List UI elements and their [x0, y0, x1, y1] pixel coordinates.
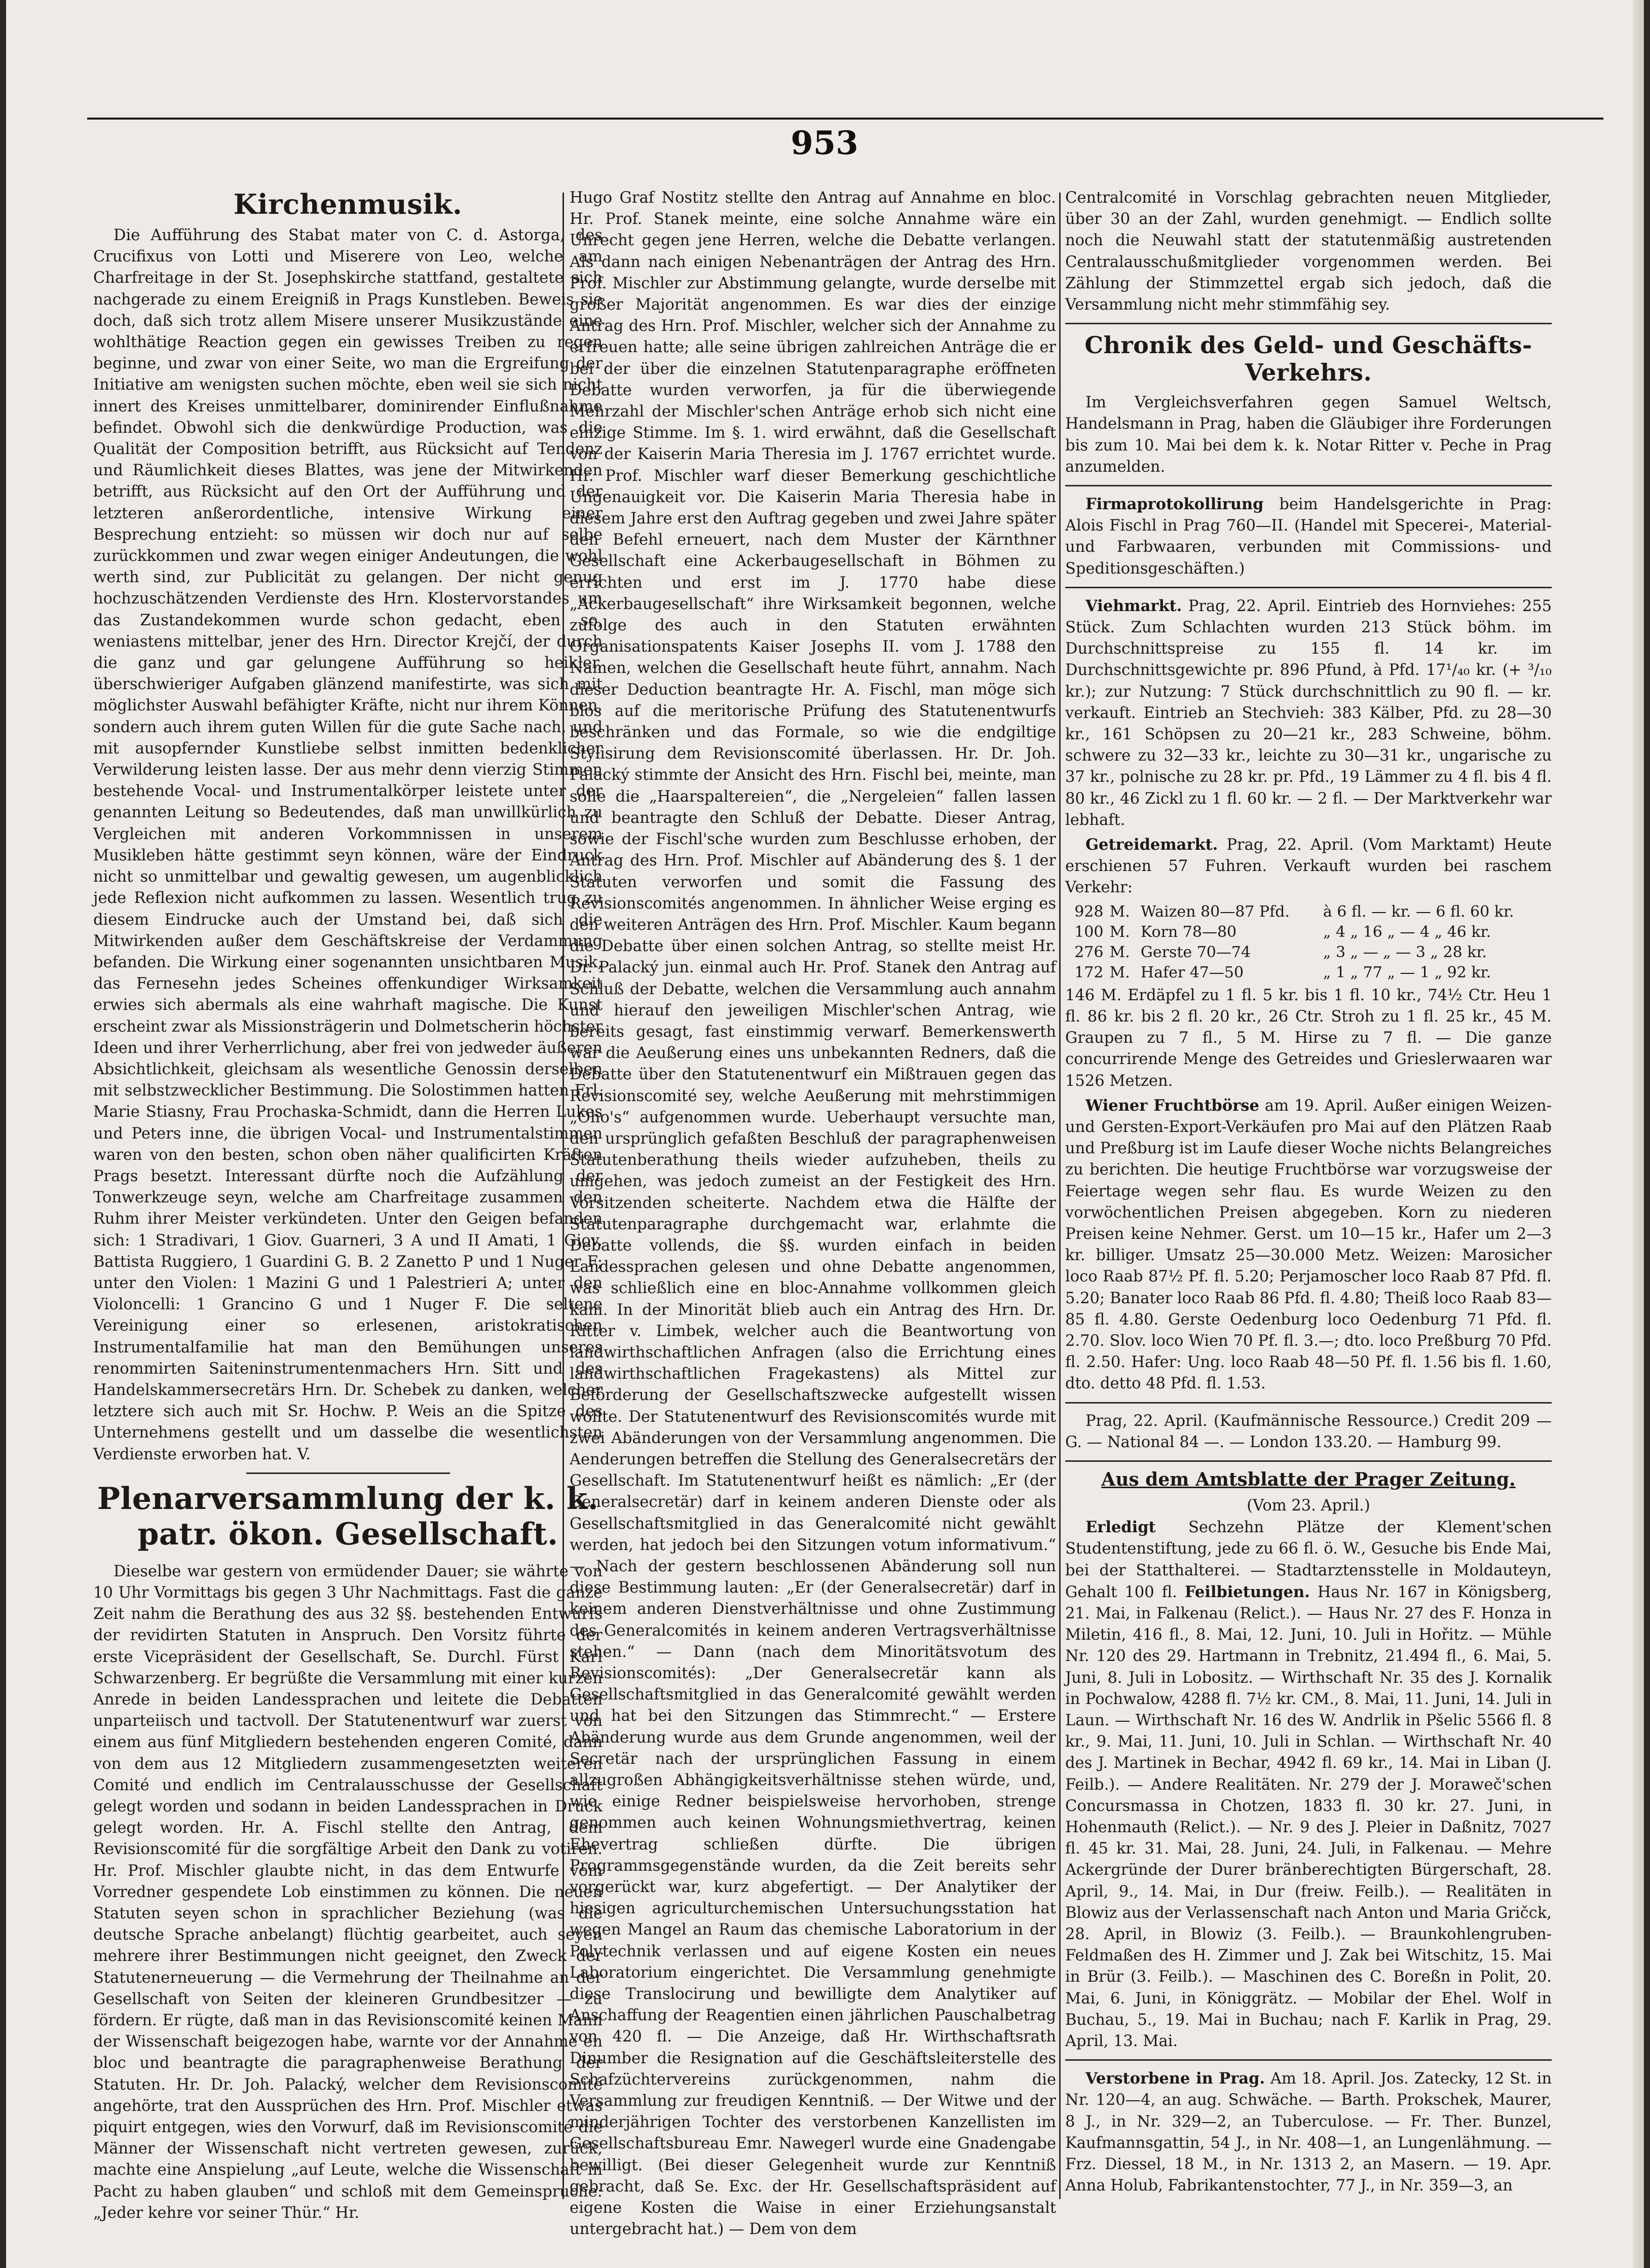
section-divider — [1065, 485, 1552, 486]
column-left — [93, 187, 603, 2222]
notice-text: Haus Nr. 167 in Königsberg, 21. Mai, in Falkenau (Relict.). — Haus Nr. 27 des F. Honza in Miletin, 416 fl., 8. Mai, 12. Juni, 10. Juli in Hořitz. — Mühle Nr. 120 des 29. Hartmann in Trebnitz, 21.494 fl., 6. Mai, 5. Juni, 8. Juli in Lobositz. — Wirthschaft Nr. 35 des J. Kornalik in Pochwalow, 4288 fl. 7½ kr. CM., 8. Mai, 11. Juni, 14. Juli in Laun. — Wirthschaft Nr. 16 des W. Andrlik in Pšelic 5566 fl. 8 kr., 9. Mai, 11. Juni, 10. Juli in Schlan. — Wirthschaft Nr. 40 des J. Martinek in Bechar, 4942 fl. 69 kr., 14. Mai in Liban (J. Feilb.). — Andere Realitäten. Nr. 279 der J. Moraweč'schen Concursmassa in Chotzen, 1833 fl. 30 kr. 27. Juni, in Hohenmauth (Relict.). — Nr. 9 des J. Pleier in Daßnitz, 7027 fl. 45 kr. 31. Mai, 28. Juni, 24. Juli, in Falkenau. — Mehre Ackergründe der Durer bränberechtigten Bürgerschaft, 28. April, 9., 14. Mai, in Dur (freiw. Feilb.). — Realitäten in Blowiz aus der Verlassenschaft nach Anton und Maria Gričck, 28. April, in Blowiz (3. Feilb.). — Braunkohlengruben-Feldmaßen des H. Zimmer und J. Zak bei Witschitz, 15. Mai in Brür (3. Feilb.). — Maschinen des C. Boreßn in Polit, 20. Mai, 6. Juni, in Königgrätz. — Mobilar der Ehel. Wolf in Buchau, 5., 19. Mai in Buchau; nach F. Karlik in Prag, 29. April, 13. Mai. — [1065, 1583, 1552, 2051]
report-getreidemarkt — [1065, 834, 1552, 899]
table-cell: 276 — [1074, 943, 1104, 961]
table-row — [1065, 922, 1552, 942]
table-cell: Korn 78—80 — [1140, 923, 1237, 941]
report-text: Prag, 22. April. (Vom Marktamt) Heute erschienen 57 Fuhren. Verkauft wurden bei raschem Verkehr: — [1065, 836, 1552, 897]
notice-verstorbene — [1065, 2068, 1552, 2197]
section-divider — [1065, 2059, 1552, 2061]
report-text: 146 M. Erdäpfel zu 1 fl. 5 kr. bis 1 fl. 10 kr., 74½ Ctr. Heu 1 fl. 86 kr. bis 2 fl. 20 kr., 26 Ctr. Stroh zu 1 fl. 25 kr., 45 M. Graupen zu 7 fl., 5 M. Hirse zu 7 fl. — Die ganze concurrirende Menge des Getreides und Grieslerwaaren war 1526 Metzen. — [1065, 986, 1552, 1090]
table-row — [1065, 963, 1552, 983]
section-heading-chronik: Chronik des Geld- und Geschäfts-Verkehrs. — [1084, 331, 1532, 387]
table-cell: à 6 fl. — kr. — 6 fl. 60 kr. — [1323, 902, 1514, 921]
notice-text: Sechzehn Plätze der Klement'schen Studentenstiftung, jede zu 66 fl. ö. W., Gesuche bis Ende Mai, bei der Statthalterei. — Stadtarztensstelle in Moldauteyn, Gehalt 100 fl. — [1065, 1519, 1552, 1601]
notice-text: Am 18. April. Jos. Zatecky, 12 St. in Nr. 120—4, an aug. Schwäche. — Barth. Prokschek, Maurer, 8 J., in Nr. 329—2, an Tuberculose. — Fr. Ther. Bunzel, Kaufmannsgattin, 54 J., in Nr. 408—1, an Lungenlähmung. — Frz. Diessel, 18 M., in Nr. 1313 2, an Masern. — 19. Apr. Anna Holub, Fabrikantenstochter, 77 J., in Nr. 359—3, an — [1065, 2070, 1552, 2195]
article-text: Hugo Graf Nostitz stellte den Antrag auf Annahme en bloc. Hr. Prof. Stanek meinte, eine solche Annahme wäre ein Unrecht gegen jene Herren, welche die Debatte verlangen. Als dann nach einigen Nebenanträgen der Antrag des Hrn. Prof. Mischler zur Abstimmung gelangte, wurde derselbe mit großer Majorität angenommen. Es war dies der einzige Antrag des Hrn. Prof. Mischler, welcher sich der Annahme zu erfreuen hatte; alle seine übrigen zahlreichen Anträge die er bei der über die einzelnen Statutenparagraphe eröffneten Debatte wurden verworfen, ja für die überwiegende Mehrzahl der Mischler'schen Anträge erhob sich nicht eine einzige Stimme. Im §. 1. wird erwähnt, daß die Gesellschaft von der Kaiserin Maria Theresia im J. 1767 errichtet wurde. Hr. Prof. Mischler warf dieser Bemerkung geschichtliche Ungenauigkeit vor. Die Kaiserin Maria Theresia habe in diesem Jahre erst den Auftrag gegeben und zwei Jahre später den Befehl erneuert, nach dem Muster der Kärnthner Gesellschaft eine Ackerbaugesellschaft in Böhmen zu errichten und erst im J. 1770 habe diese „Ackerbaugesellschaft“ ihre Wirksamkeit begonnen, welche zufolge des auch in den Statuten erwähnten Organisationspatents Kaiser Josephs II. vom J. 1788 den Namen, welchen die Gesellschaft heute führt, annahm. Nach dieser Deduction beantragte Hr. A. Fischl, man möge sich blos auf die meritorische Prüfung des Statutenentwurfs beschränken und das Formale, so wie die endgiltige Stylisirung dem Revisionscomité überlassen. Hr. Dr. Joh. Palacký stimmte der Ansicht des Hrn. Fischl bei, meinte, man solle die „Haarspaltereien“, die „Nergeleien“ fallen lassen und beantragte den Schluß der Debatte. Dieser Antrag, sowie der Fischl'sche wurden zum Beschlusse erhoben, der Antrag des Hrn. Prof. Mischler auf Abänderung des §. 1 der Statuten verworfen und somit die Fassung des Revisionscomités angenommen. In ähnlicher Weise erging es den weiteren Anträgen des Hrn. Prof. Mischler. Kaum begann die Debatte über einen solchen Antrag, so stellte meist Hr. Dr. Palacký jun. einmal auch Hr. Prof. Stanek den Antrag auf Schluß der Debatte, welchen die Versammlung auch annahm und hierauf den jeweiligen Mischler'schen Antrag, wie bereits gesagt, fast einstimmig verwarf. Bemerkenswerth war die Aeußerung eines uns unbekannten Redners, daß die Debatte über den Statutenentwurf ein Mißtrauen gegen das Revisionscomité sey, welche Aeußerung mit mehrstimmigen „Oho's“ aufgenommen wurde. Ueberhaupt versuchte man, den ursprünglich gefaßten Beschluß der paragraphenweisen Statutenberathung theils wieder aufzuheben, theils zu umgehen, was jedoch zumeist an der Festigkeit des Hrn. Vorsitzenden scheiterte. Nachdem etwa die Hälfte der Statutenparagraphe durchgemacht war, erlahmte die Debatte vollends, die §§. wurden einfach in beiden Landessprachen gelesen und ohne Debatte angenommen, was schließlich eine en bloc-Annahme vollkommen gleich kam. In der Minorität blieb auch ein Antrag des Hrn. Dr. Ritter v. Limbek, welcher auch die Beantwortung von landwirthschaftlichen Anfragen (also die Errichtung eines landwirthschaftlichen Fragekastens) als Mittel zur Beförderung der Gesellschaftszwecke aufgestellt wissen wollte. Der Statutenentwurf des Revisionscomités wurde mit zwei Abänderungen von der Versammlung angenommen. Die Aenderungen betreffen die Stellung des Generalsecretärs der Gesellschaft. Im Statutenentwurf heißt es nämlich: „Er (der Generalsecretär) darf in keinem anderen Dienste oder als Gesellschaftsmitglied in das Generalcomité nicht gewählt werden, hat jedoch bei den Sitzungen votum informativum.“ — Nach der gestern beschlossenen Abänderung soll nun diese Bestimmung lauten: „Er (der Generalsecretär) darf in keinem anderen Dienstverhältnisse und ohne Zustimmung des Generalcomités in keinem anderen Vertragsverhältnisse stehen.“ — Dann (nach dem Minoritätsvotum des Revisionscomités): „Der Generalsecretär kann als Gesellschaftsmitglied in das Generalcomité gewählt werden und hat bei den Sitzungen das Stimmrecht.“ — Erstere Abänderung wurde aus dem Grunde angenommen, weil der Secretär nach der ursprünglichen Fassung in einem allzugroßen Abhängigkeitsverhältnisse stehen würde, und, wie einige Redner beispielsweise hervorhoben, strenge genommen auch keinen Wohnungsmiethvertrag, keinen Ehevertrag schließen dürfte. Die übrigen Programmsgegenstände wurden, da die Zeit bereits sehr vorgerückt war, kurz abgefertigt. — Der Analytiker der hiesigen agriculturchemischen Untersuchungsstation hat wegen Mangel an Raum das chemische Laboratorium in der Polytechnik verlassen und auf eigene Kosten ein neues Laboratorium eingerichtet. Die Versammlung genehmigte diese Translocirung und bewilligte dem Analytiker auf Anschaffung der Reagentien einen jährlichen Pauschalbetrag von 420 fl. — Die Anzeige, daß Hr. Wirthschaftsrath Dinumber die Resignation auf die Geschäftsleiterstelle des Schafzüchtervereins zurückgenommen, nahm die Versammlung zur freudigen Kenntniß. — Der Witwe und der minderjährigen Tochter des verstorbenen Kanzellisten im Gesellschaftsbureau Emr. Nawegerl wurde eine Gnadengabe bewilligt. (Bei dieser Gelegenheit wurde zur Kenntniß gebracht, daß Se. Exc. der Hr. Gesellschaftspräsident auf eigene Kosten die Waise in einer Erziehungsanstalt untergebracht hat.) — Dem von dem — [570, 189, 1056, 2239]
section-heading-amtsblatt: Aus dem Amtsblatte der Prager Zeitung. — [1101, 1468, 1516, 1490]
table-cell: M. — [1109, 943, 1130, 961]
report-text: am 19. April. Außer einigen Weizen- und Gersten-Export-Verkäufen pro Mai auf den Plätzen Raab und Preßburg ist im Laufe dieser Woche nichts Belangreiches zu berichten. Die heutige Fruchtbörse war vorzugsweise der Feiertage wegen sehr flau. Es wurde Weizen zu den vorwöchentlichen Preisen abgegeben. Korn zu niederen Preisen keine Nehmer. Gerst. um 10—15 kr., Hafer um 2—3 kr. billiger. Umsatz 25—30.000 Metz. Weizen: Marosicher loco Raab 87½ Pf. fl. 5.20; Perjamoscher loco Raab 87 Pfd. fl. 5.20; Banater loco Raab 86 Pfd. fl. 4.80; Theiß loco Raab 83—85 fl. 4.80. Gerste Oedenburg loco Oedenburg 71 Pfd. fl. 2.70. Slov. loco Wien 70 Pf. fl. 3.—; dto. loco Preßburg 70 Pfd. fl. 2.50. Hafer: Ung. loco Raab 48—50 Pf. fl. 1.56 bis fl. 1.60, dto. detto 48 Pfd. fl. 1.53. — [1065, 1097, 1552, 1393]
section-divider — [1065, 587, 1552, 588]
page-edge — [1633, 0, 1644, 2268]
section-divider — [1065, 1402, 1552, 1404]
table-cell: Waizen 80—87 Pfd. — [1140, 902, 1290, 921]
page-number: 953 — [791, 124, 858, 162]
column-right — [1065, 187, 1552, 2204]
section-divider — [1065, 1460, 1552, 1462]
notice-erledigt — [1065, 1517, 1552, 2052]
table-cell: 100 — [1074, 923, 1104, 941]
report-label: Wiener Fruchtbörse — [1085, 1096, 1259, 1115]
table-cell: 172 — [1074, 963, 1104, 981]
report-label: Viehmarkt. — [1085, 596, 1182, 615]
report-viehmarkt — [1065, 595, 1552, 831]
table-cell: M. — [1109, 963, 1130, 981]
newspaper-page — [6, 0, 1644, 2268]
column-separator — [1059, 193, 1061, 2199]
column-middle — [570, 187, 1056, 2239]
section-divider — [1065, 323, 1552, 324]
report-label: Getreidemarkt. — [1085, 836, 1218, 854]
notice-firmaprotokollirung — [1065, 494, 1552, 580]
table-cell: „ 3 „ — „ — 3 „ 28 kr. — [1323, 943, 1487, 961]
notice-label: Feilbietungen. — [1184, 1582, 1310, 1601]
table-cell: „ 1 „ 77 „ — 1 „ 92 kr. — [1323, 963, 1491, 981]
grain-price-table — [1065, 902, 1552, 983]
article-text: Centralcomité in Vorschlag gebrachten neuen Mitglieder, über 30 an der Zahl, wurden genehmigt. — Endlich sollte noch die Neuwahl statt der statutenmäßig austretenden Centralausschußmitglieder vorgenommen werden. Bei Zählung der Stimmzettel ergab sich jedoch, daß die Versammlung nicht mehr stimmfähig sey. — [1065, 189, 1552, 314]
report-text: Prag, 22. April. Eintrieb des Hornviehes: 255 Stück. Zum Schlachten wurden 213 Stück böhm. im Durchschnittspreise zu 155 fl. 14 kr. im Durchschnittsgewichte pr. 896 Pfund, à Pfd. 17¹/₄₀ kr. (+ ³/₁₀ kr.); zur Nutzung: 7 Stück durchschnittlich zu 90 fl. — kr. verkauft. Eintrieb an Stechvieh: 383 Kälber, Pfd. zu 28—30 kr., 161 Schöpsen zu 20—21 kr., 283 Schweine, böhm. schwere zu 32—33 kr., leichte zu 30—31 kr., ungarische zu 37 kr., polnische zu 28 kr. pr. Pfd., 19 Lämmer zu 4 fl. bis 4 fl. 80 kr., 46 Zickl zu 1 fl. 60 kr. — 2 fl. — Der Marktverkehr war lebhaft. — [1065, 597, 1552, 829]
section-heading-plenarversammlung: Plenarversammlung der k. k. patr. ökon. Gesellschaft. — [97, 1481, 599, 1552]
table-cell: Hafer 47—50 — [1140, 963, 1244, 981]
notice-text: beim Handelsgerichte in Prag: Alois Fischl in Prag 760—II. (Handel mit Specerei-, Material- und Farbwaaren, verbunden mit Commissions- und Speditionsgeschäften.) — [1065, 496, 1552, 578]
report-boerse: Prag, 22. April. (Kaufmännische Ressource.) Credit 209 — G. — National 84 —. — London 133.20. — Hamburg 99. — [1065, 1412, 1552, 1451]
table-cell: „ 4 „ 16 „ — 4 „ 46 kr. — [1323, 923, 1491, 941]
table-cell: 928 — [1074, 902, 1104, 921]
notice-vergleich: Im Vergleichsverfahren gegen Samuel Weltsch, Handelsmann in Prag, haben die Gläubiger ihre Forderungen bis zum 10. Mai bei dem k. k. Notar Ritter v. Peche in Prag anzumelden. — [1065, 394, 1552, 476]
notice-label: Verstorbene in Prag. — [1085, 2069, 1265, 2088]
header-rule — [87, 118, 1603, 120]
table-cell: Gerste 70—74 — [1140, 943, 1251, 961]
table-cell: M. — [1109, 923, 1130, 941]
article-text: Die Aufführung des Stabat mater von C. d. Astorga, des Crucifixus von Lotti und Miserere von Leo, welche am Charfreitage in der St. Josephskirche stattfand, gestaltete sich nachgerade zu einem Ereigniß in Prags Kunstleben. Beweis sie doch, daß sich trotz allem Misere unserer Musikzustände eine wohlthätige Reaction gegen ein gewisses Treiben zu regen beginne, und zwar von einer Seite, wo man die Ergreifung der Initiative am wenigsten suchen möchte, eben weil sie sich nicht innert des Kreises unmittelbarer, dominirender Einflußnahme befindet. Obwohl sich die denkwürdige Production, was die Qualität der Composition betrifft, aus Rücksicht auf Tendenz und Räumlichkeit dieses Blattes, was jene der Mitwirkenden betrifft, aus Rücksicht auf den Ort der Aufführung und der letzteren anßerordentliche, intensive Wirkung einer Besprechung entzieht: so müssen wir doch nur auf selbe zurückkommen und zwar wegen einiger Andeutungen, die wohl werth sind, zur Publicität zu gelangen. Der nicht genug hochzuschätzenden Verdienste des Hrn. Klostervorstandes um das Zustandekommen wurde schon gedacht, eben so, weniastens mittelbar, jener des Hrn. Director Krejčí, der durch die ganz und gar gelungene Aufführung so heikler, überschwieriger Aufgaben glänzend manifestirte, was sich mit möglichster Auswahl befähigter Kräfte, nicht nur ihrem Können, sondern auch ihrem guten Willen für die gute Sache nach, und mit ausopfernder Kunstliebe selbst inmitten bedenklicher Verwilderung leisten lasse. Der aus mehr denn vierzig Stimmen bestehende Vocal- und Instrumentalkörper leistete unter der genannten Leitung so Bedeutendes, daß man unwillkürlich zu Vergleichen mit anderen Vorkommnissen in unserem Musikleben hätte gestimmt seyn können, wäre der Eindruck nicht so unmittelbar und gewaltig gewesen, um augenblicklich jede Reflexion nicht aufkommen zu lassen. Wesentlich trug zu diesem Eindrucke auch der Umstand bei, daß sich die Mitwirkenden außer dem Geschäftskreise der Verdammung befanden. Die Wirkung einer sogenannten unsichtbaren Musik, das Fernesehn jedes Scheines offenkundiger Wirksamkeit erwies sich abermals als eine wahrhaft magische. Die Kunst erscheint zwar als Missionsträgerin und Dolmetscherin höchster Ideen und ihrer Verherrlichung, aber frei von jedweder äußeren Absichtlichkeit, gleichsam als wesentliche Genossin derselben mit selbstzwecklicher Bestimmung. Die Solostimmen hatten Frl. Marie Stiasny, Frau Prochaska-Schmidt, dann die Herren Lukes und Peters inne, die übrigen Vocal- und Instrumentalstimmen waren von den besten, schon oben näher qualificirten Kräften Prags besetzt. Interessant dürfte noch die Aufzählung der Tonwerkzeuge seyn, welche am Charfreitage zusammen den Ruhm ihrer Meister verkündeten. Unter den Geigen befanden sich: 1 Stradivari, 1 Giov. Guarneri, 3 A und II Amati, 1 Giov. Battista Ruggiero, 1 Guardini G. B. 2 Zanetto P und 1 Nuger F; unter den Violen: 1 Mazini G und 1 Palestrieri A; unter den Violoncelli: 1 Grancino G und 1 Nuger F. Die seltene Vereinigung einer so erlesenen, aristokratischen Instrumentalfamilie hat man den Bemühungen unseres renommirten Saiteninstrumentenmachers Hrn. Sitt und des Handelskammersecretärs Hrn. Dr. Schebek zu danken, welcher letztere sich auch mit Sr. Hochw. P. Weis an die Spitze des Unternehmens gestellt und um dasselbe die wesentlichsten Verdienste erworben hat. V. — [93, 226, 603, 1463]
notice-label: Erledigt — [1085, 1518, 1156, 1537]
notice-label: Firmaprotokollirung — [1085, 495, 1264, 514]
article-text: Dieselbe war gestern von ermüdender Dauer; sie währte von 10 Uhr Vormittags bis gegen 3 Uhr Nachmittags. Fast die ganze Zeit nahm die Berathung des aus 32 §§. bestehenden Entwurfs der revidirten Statuten in Anspruch. Den Vorsitz führte der erste Vicepräsident der Gesellschaft, Se. Durchl. Fürst Karl Schwarzenberg. Er begrüßte die Versammlung mit einer kurzen Anrede in beiden Landessprachen und leitete die Debatten unparteiisch und tactvoll. Der Statutenentwurf war zuerst von einem aus fünf Mitgliedern bestehenden engeren Comité, dann von dem aus 12 Mitgliedern zusammengesetzten weiteren Comité und endlich im Centralausschusse der Gesellschaft gelegt worden und sodann in beiden Landessprachen in Druck gelegt worden. Hr. A. Fischl stellte den Antrag, dem Revisionscomité für die sorgfältige Arbeit den Dank zu votiren. Hr. Prof. Mischler glaubte nicht, in das dem Entwurfe vom Vorredner gespendete Lob einstimmen zu können. Die neuen Statuten seyen schon in sprachlicher Beziehung (was die deutsche Sprache anbelangt) flüchtig gearbeitet, auch seyen mehrere ihrer Bestimmungen nicht geeignet, den Zweck der Statutenerneuerung — die Vermehrung der Theilnahme an der Gesellschaft von Seiten der kleineren Grundbesitzer — zu fördern. Er rügte, daß man in das Revisionscomité keinen Mann der Wissenschaft beigezogen habe, warnte vor der Annahme en bloc und beantragte die paragraphenweise Berathung der Statuten. Hr. Dr. Joh. Palacký, welcher dem Revisionscomité angehörte, trat den Aussprüchen des Hrn. Prof. Mischler etwas piquirt entgegen, wies den Vorwurf, daß im Revisionscomité die Männer der Wissenschaft nicht vertreten gewesen, zurück, machte eine Anspielung „auf Leute, welche die Wissenschaft in Pacht zu haben glauben“ und schloß mit dem Gemeinspruche: „Jeder kehre vor seiner Thür.“ Hr. — [93, 1562, 603, 2222]
section-divider — [246, 1472, 450, 1474]
section-date: (Vom 23. April.) — [1247, 1496, 1370, 1515]
table-row — [1065, 902, 1552, 922]
section-heading-kirchenmusik: Kirchenmusik. — [233, 188, 463, 220]
table-row — [1065, 942, 1552, 963]
report-wiener-fruchtboerse — [1065, 1095, 1552, 1395]
table-cell: M. — [1109, 902, 1130, 921]
